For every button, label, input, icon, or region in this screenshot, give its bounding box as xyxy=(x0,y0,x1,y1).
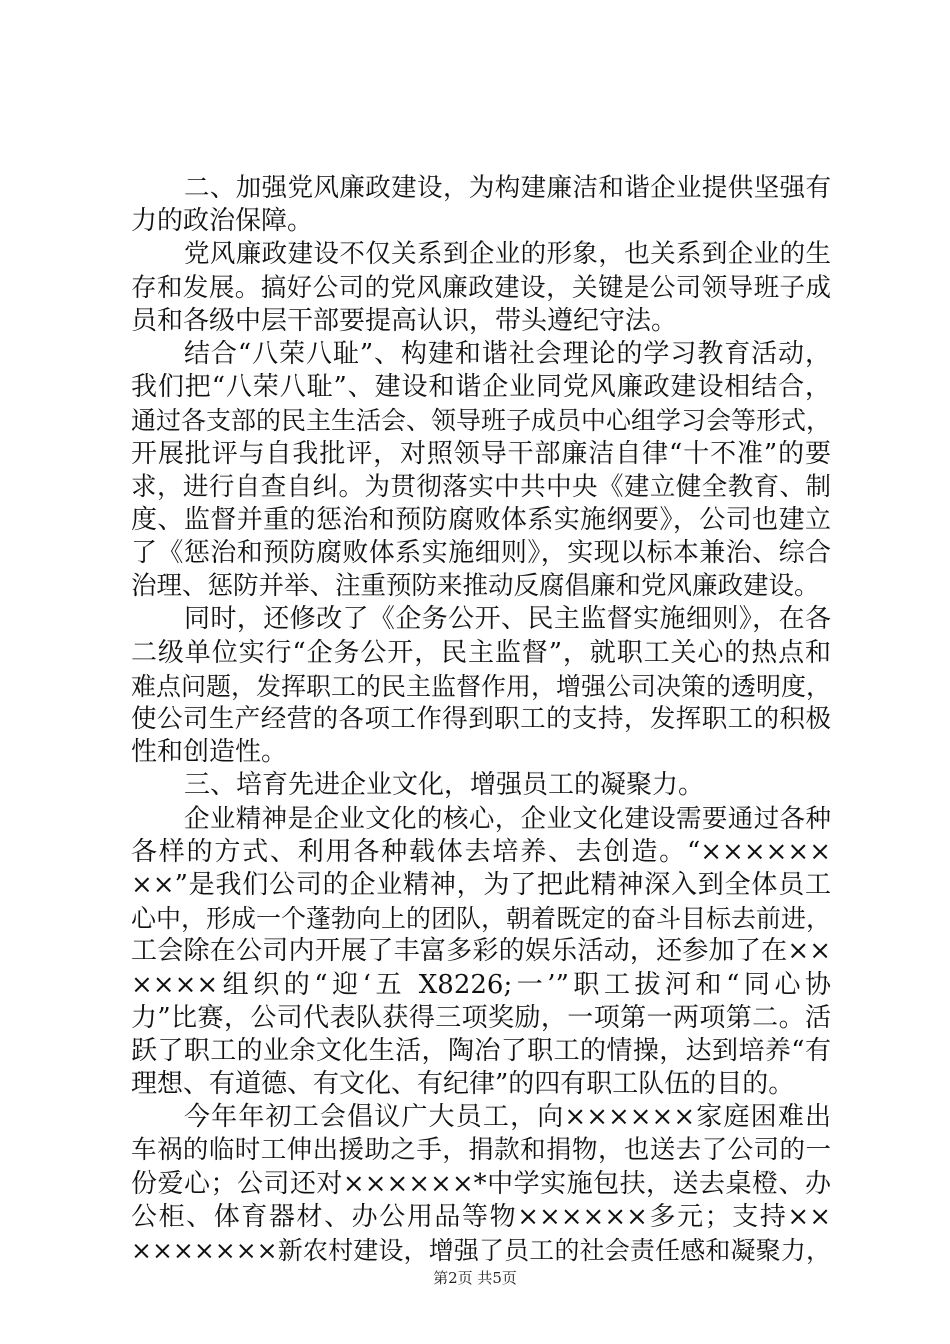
text-line: 同时，还修改了《企务公开、民主监督实施细则》，在各 xyxy=(184,604,831,635)
text-line: ×××××××新农村建设，增强了员工的社会责任感和凝聚力， xyxy=(131,1236,831,1265)
text-line: 度、监督并重的惩治和预防腐败体系实施纲要》，公司也建立 xyxy=(131,504,831,535)
text-line: 企业精神是企业文化的核心，企业文化建设需要通过各种 xyxy=(184,803,831,834)
text-line: 二级单位实行“企务公开，民主监督”，就职工关心的热点和 xyxy=(131,637,831,668)
text-line: 使公司生产经营的各项工作得到职工的支持，发挥职工的积极 xyxy=(131,704,831,734)
text-line: 了《惩治和预防腐败体系实施细则》，实现以标本兼治、综合 xyxy=(131,538,831,569)
text-line: 力”比赛，公司代表队获得三项奖励，一项第一两项第二。活 xyxy=(131,1002,831,1033)
text-line: 治理、惩防并举、注重预防来推动反腐倡廉和党风廉政建设。 xyxy=(131,571,820,602)
text-line: 各样的方式、利用各种载体去培养、去创造。“×××××× xyxy=(131,836,831,867)
text-line: 份爱心；公司还对××××××*中学实施包扶，送去桌橙、办 xyxy=(131,1168,831,1199)
page-footer: 第2页 共5页 xyxy=(433,1269,517,1287)
text-line: 工会除在公司内开展了丰富多彩的娱乐活动，还参加了在×× xyxy=(131,936,831,967)
text-line: 三、培育先进企业文化，增强员工的凝聚力。 xyxy=(184,770,705,801)
text-line: 求，进行自查自纠。为贯彻落实中共中央《建立健全教育、制 xyxy=(131,471,831,502)
text-line: 性和创造性。 xyxy=(131,737,288,768)
text-line: 党风廉政建设不仅关系到企业的形象，也关系到企业的生 xyxy=(184,239,831,270)
text-line: 难点问题，发挥职工的民主监督作用，增强公司决策的透明度， xyxy=(131,671,832,701)
text-line: 存和发展。搞好公司的党风廉政建设，关键是公司领导班子成 xyxy=(131,272,831,303)
text-line: 员和各级中层干部要提高认识，带头遵纪守法。 xyxy=(131,305,678,336)
text-line: 今年年初工会倡议广大员工，向××××××家庭困难出 xyxy=(184,1102,831,1133)
text-line: 通过各支部的民主生活会、领导班子成员中心组学习会等形式， xyxy=(131,406,832,436)
text-line: 开展批评与自我批评，对照领导干部廉洁自律“十不准”的要 xyxy=(131,438,831,469)
text-line: ××”是我们公司的企业精神，为了把此精神深入到全体员工 xyxy=(131,869,831,900)
text-line: 我们把“八荣八耻”、建设和谐企业同党风廉政建设相结合， xyxy=(131,372,831,403)
text-line: ××××组织的“迎‘五 X8226;一’”职工拔河和“同心协 xyxy=(131,969,831,1000)
text-line: 理想、有道德、有文化、有纪律”的四有职工队伍的目的。 xyxy=(131,1069,795,1100)
text-line: 跃了职工的业余文化生活，陶冶了职工的情操，达到培养“有 xyxy=(131,1035,831,1066)
text-line: 结合“八荣八耻”、构建和谐社会理论的学习教育活动， xyxy=(184,338,831,369)
text-line: 公柜、体育器材、办公用品等物××××××多元；支持×× xyxy=(131,1201,831,1232)
text-line: 心中，形成一个蓬勃向上的团队，朝着既定的奋斗目标去前进， xyxy=(131,904,832,934)
text-line: 二、加强党风廉政建设，为构建廉洁和谐企业提供坚强有 xyxy=(184,173,831,203)
text-line: 车祸的临时工伸出援助之手，捐款和捐物，也送去了公司的一 xyxy=(131,1135,831,1166)
document-body xyxy=(131,172,831,1267)
text-line: 力的政治保障。 xyxy=(131,206,314,237)
